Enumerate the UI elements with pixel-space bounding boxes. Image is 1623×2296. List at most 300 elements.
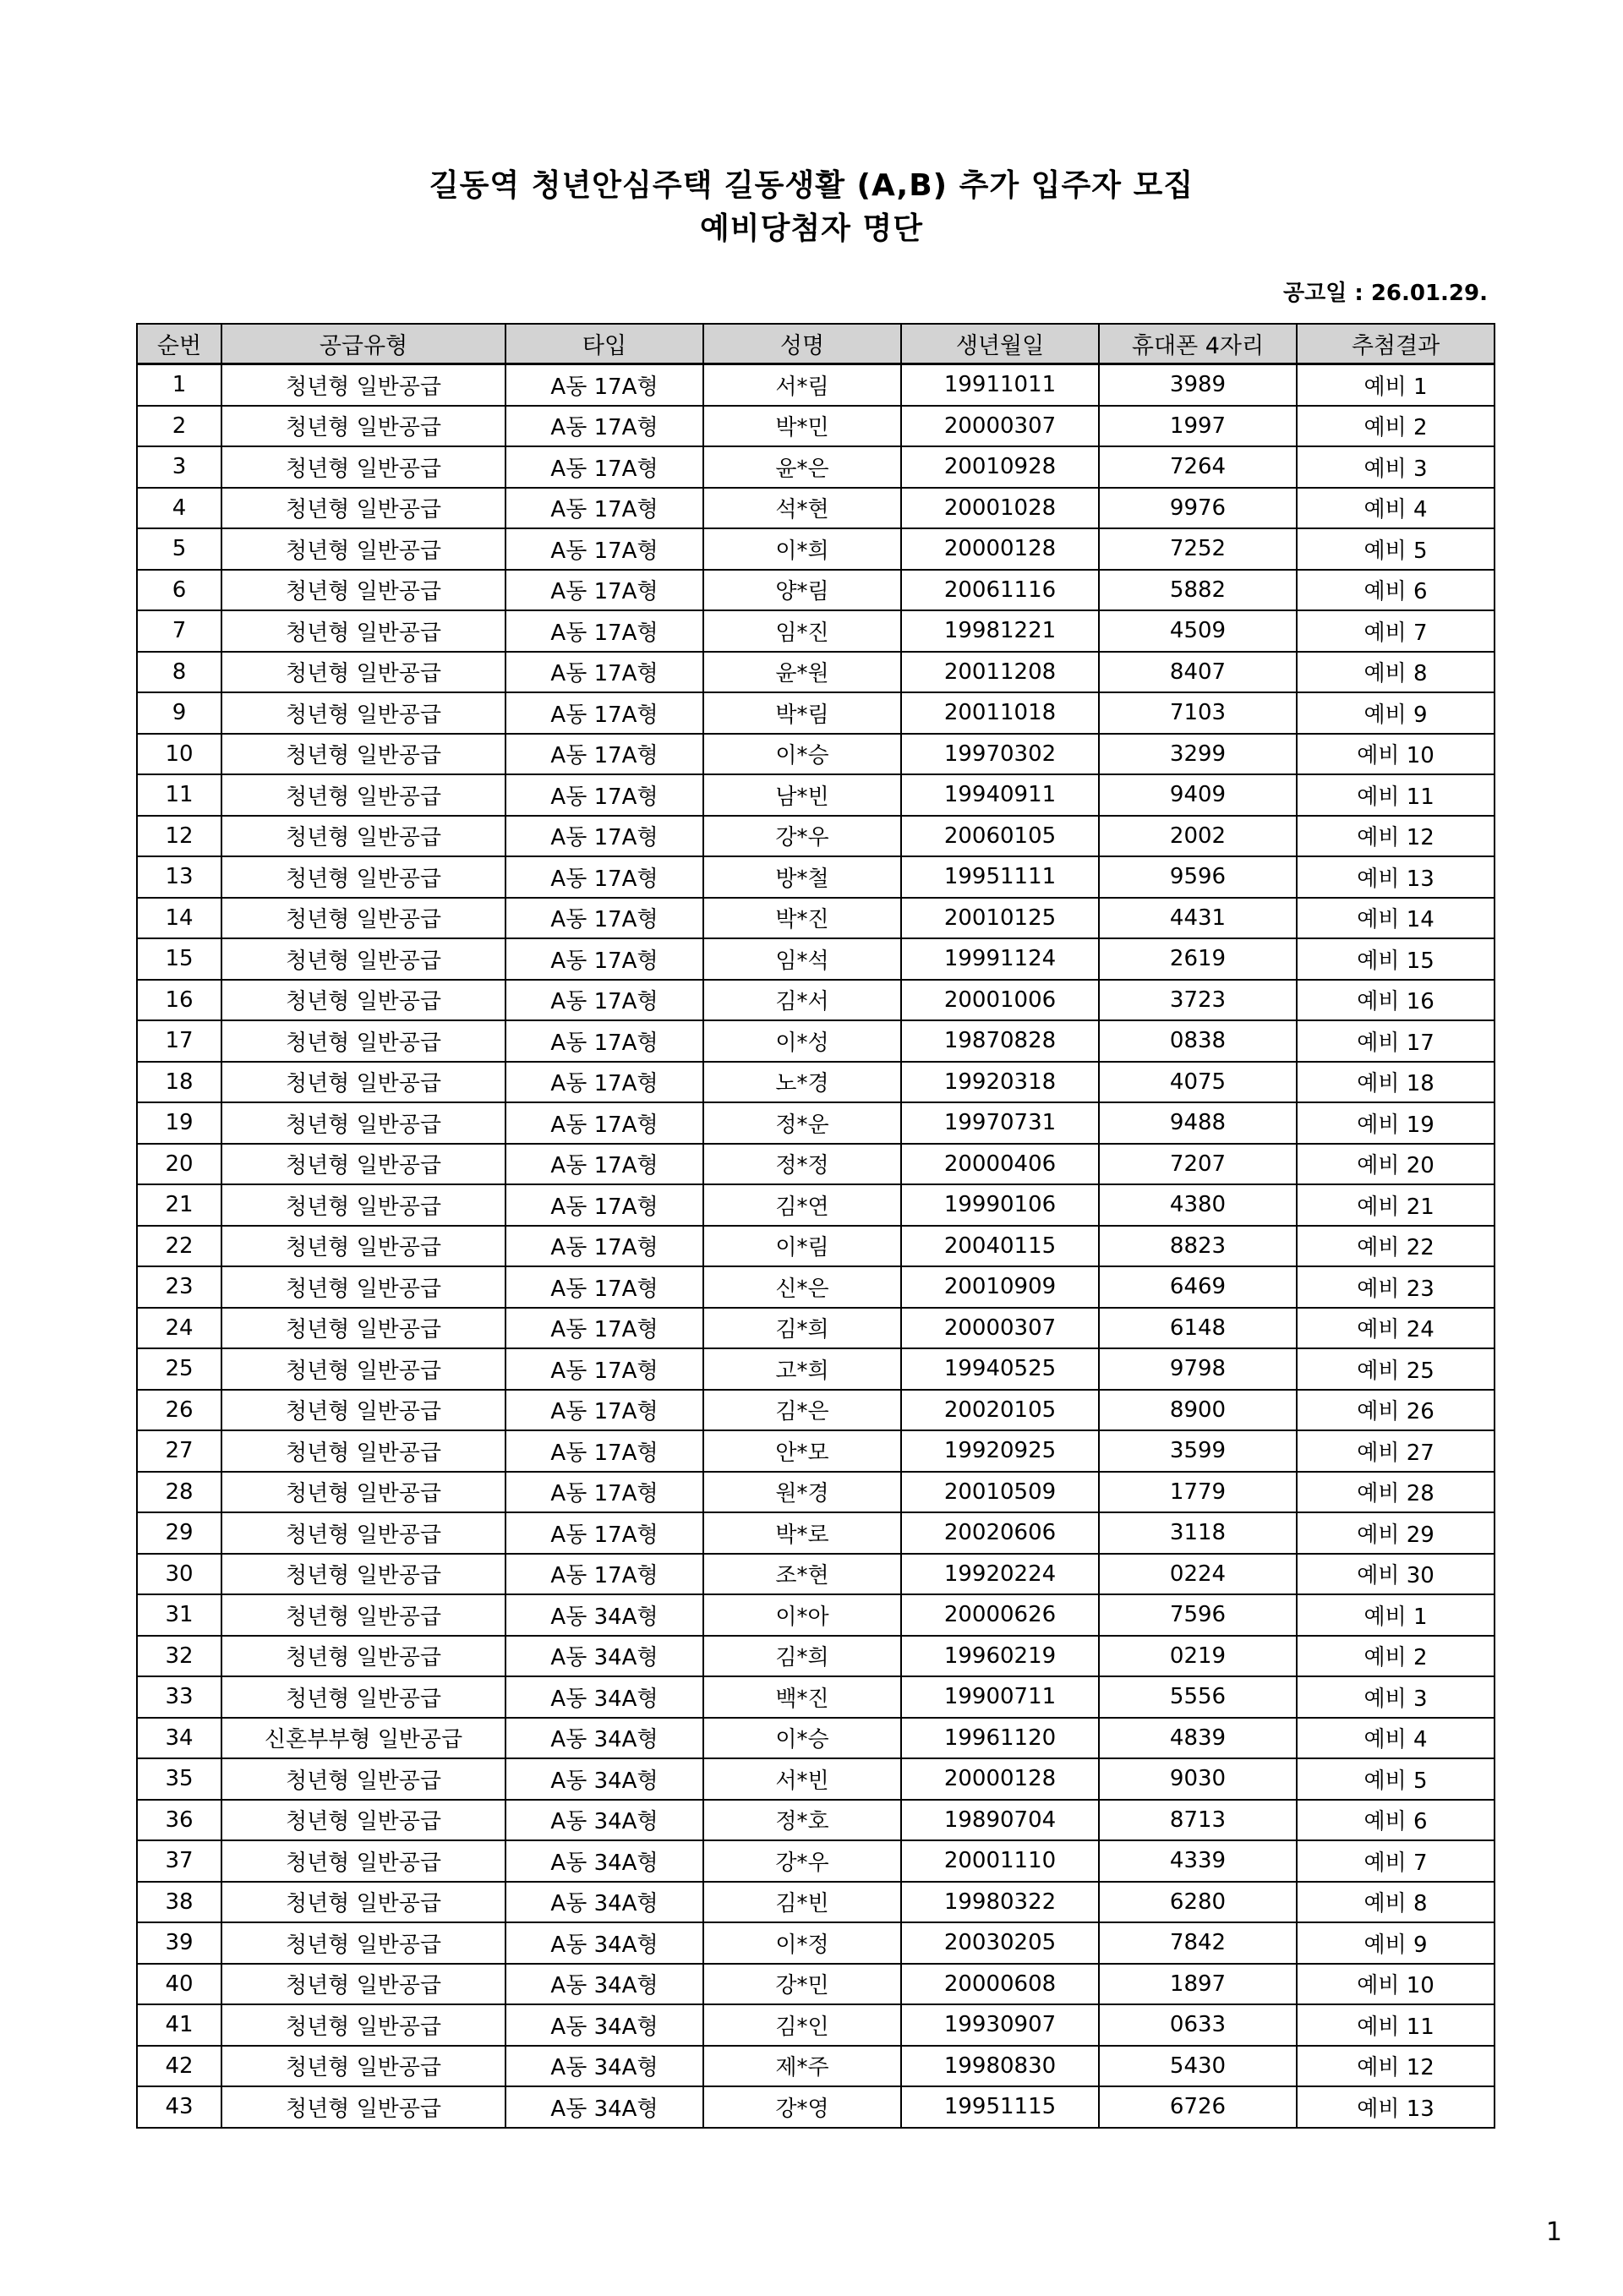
cell-seq: 26 [137, 1390, 221, 1431]
cell-draw-result: 예비 9 [1297, 692, 1495, 734]
cell-unit-type: A동 17A형 [505, 610, 703, 652]
column-header: 생년월일 [901, 324, 1099, 364]
cell-supply-type: 청년형 일반공급 [221, 816, 505, 857]
cell-draw-result: 예비 2 [1297, 406, 1495, 447]
cell-name: 석*현 [703, 488, 901, 529]
cell-name: 김*희 [703, 1636, 901, 1677]
cell-name: 윤*원 [703, 652, 901, 693]
cell-phone-last4: 7842 [1099, 1922, 1297, 1964]
table-row [137, 1266, 1495, 1308]
cell-phone-last4: 7103 [1099, 692, 1297, 734]
cell-unit-type: A동 17A형 [505, 652, 703, 693]
cell-birthdate: 19870828 [901, 1020, 1099, 1062]
cell-supply-type: 청년형 일반공급 [221, 692, 505, 734]
cell-supply-type: 청년형 일반공급 [221, 1390, 505, 1431]
cell-birthdate: 19920925 [901, 1430, 1099, 1472]
cell-phone-last4: 0224 [1099, 1554, 1297, 1595]
cell-unit-type: A동 17A형 [505, 406, 703, 447]
cell-phone-last4: 8900 [1099, 1390, 1297, 1431]
cell-birthdate: 20001110 [901, 1840, 1099, 1882]
cell-name: 박*민 [703, 406, 901, 447]
cell-phone-last4: 2619 [1099, 938, 1297, 980]
table-row [137, 938, 1495, 980]
cell-unit-type: A동 34A형 [505, 2004, 703, 2046]
cell-birthdate: 19920318 [901, 1062, 1099, 1103]
cell-birthdate: 19960219 [901, 1636, 1099, 1677]
document-subtitle: 예비당첨자 명단 [700, 211, 923, 246]
cell-name: 조*현 [703, 1554, 901, 1595]
cell-draw-result: 예비 18 [1297, 1062, 1495, 1103]
cell-draw-result: 예비 8 [1297, 652, 1495, 693]
cell-seq: 6 [137, 570, 221, 611]
cell-name: 김*빈 [703, 1882, 901, 1923]
cell-seq: 2 [137, 406, 221, 447]
cell-seq: 34 [137, 1718, 221, 1759]
cell-name: 이*림 [703, 1226, 901, 1267]
cell-unit-type: A동 17A형 [505, 816, 703, 857]
cell-unit-type: A동 34A형 [505, 1922, 703, 1964]
cell-supply-type: 청년형 일반공급 [221, 570, 505, 611]
cell-draw-result: 예비 9 [1297, 1922, 1495, 1964]
page-number: 1 [1545, 2217, 1562, 2247]
cell-draw-result: 예비 28 [1297, 1472, 1495, 1513]
cell-phone-last4: 9596 [1099, 856, 1297, 898]
cell-name: 이*승 [703, 1718, 901, 1759]
cell-seq: 8 [137, 652, 221, 693]
cell-draw-result: 예비 4 [1297, 1718, 1495, 1759]
cell-supply-type: 청년형 일반공급 [221, 734, 505, 775]
cell-unit-type: A동 17A형 [505, 898, 703, 939]
cell-name: 김*희 [703, 1308, 901, 1349]
cell-name: 노*경 [703, 1062, 901, 1103]
cell-birthdate: 20030205 [901, 1922, 1099, 1964]
cell-birthdate: 19961120 [901, 1718, 1099, 1759]
cell-unit-type: A동 34A형 [505, 1840, 703, 1882]
cell-supply-type: 청년형 일반공급 [221, 980, 505, 1021]
table-row [137, 856, 1495, 898]
cell-phone-last4: 9798 [1099, 1348, 1297, 1390]
cell-unit-type: A동 17A형 [505, 1062, 703, 1103]
cell-birthdate: 20001006 [901, 980, 1099, 1021]
cell-phone-last4: 9409 [1099, 774, 1297, 816]
cell-draw-result: 예비 1 [1297, 1594, 1495, 1636]
cell-unit-type: A동 17A형 [505, 1348, 703, 1390]
cell-supply-type: 청년형 일반공급 [221, 2086, 505, 2128]
cell-seq: 25 [137, 1348, 221, 1390]
cell-supply-type: 청년형 일반공급 [221, 898, 505, 939]
cell-supply-type: 청년형 일반공급 [221, 1020, 505, 1062]
cell-birthdate: 19980830 [901, 2046, 1099, 2087]
cell-birthdate: 20010125 [901, 898, 1099, 939]
cell-seq: 3 [137, 446, 221, 488]
cell-seq: 36 [137, 1800, 221, 1841]
cell-seq: 18 [137, 1062, 221, 1103]
cell-phone-last4: 6469 [1099, 1266, 1297, 1308]
cell-seq: 17 [137, 1020, 221, 1062]
cell-seq: 37 [137, 1840, 221, 1882]
cell-phone-last4: 1997 [1099, 406, 1297, 447]
cell-draw-result: 예비 10 [1297, 1964, 1495, 2005]
cell-phone-last4: 9488 [1099, 1102, 1297, 1144]
cell-seq: 28 [137, 1472, 221, 1513]
table-row [137, 528, 1495, 570]
cell-seq: 33 [137, 1676, 221, 1718]
cell-unit-type: A동 17A형 [505, 1554, 703, 1595]
cell-draw-result: 예비 1 [1297, 364, 1495, 406]
cell-birthdate: 20010509 [901, 1472, 1099, 1513]
cell-name: 박*진 [703, 898, 901, 939]
cell-draw-result: 예비 17 [1297, 1020, 1495, 1062]
cell-supply-type: 청년형 일반공급 [221, 406, 505, 447]
cell-unit-type: A동 17A형 [505, 1266, 703, 1308]
cell-unit-type: A동 34A형 [505, 1800, 703, 1841]
cell-unit-type: A동 17A형 [505, 1512, 703, 1554]
cell-supply-type: 청년형 일반공급 [221, 1758, 505, 1800]
cell-supply-type: 청년형 일반공급 [221, 2046, 505, 2087]
cell-phone-last4: 7596 [1099, 1594, 1297, 1636]
cell-seq: 24 [137, 1308, 221, 1349]
cell-seq: 12 [137, 816, 221, 857]
cell-name: 이*승 [703, 734, 901, 775]
cell-supply-type: 청년형 일반공급 [221, 652, 505, 693]
cell-draw-result: 예비 7 [1297, 1840, 1495, 1882]
reserve-winners-table [136, 323, 1495, 2129]
cell-supply-type: 청년형 일반공급 [221, 1882, 505, 1923]
cell-draw-result: 예비 6 [1297, 1800, 1495, 1841]
cell-name: 임*석 [703, 938, 901, 980]
cell-birthdate: 19930907 [901, 2004, 1099, 2046]
cell-unit-type: A동 17A형 [505, 446, 703, 488]
cell-seq: 22 [137, 1226, 221, 1267]
cell-birthdate: 20000307 [901, 1308, 1099, 1349]
cell-seq: 21 [137, 1184, 221, 1226]
cell-name: 강*민 [703, 1964, 901, 2005]
cell-name: 김*서 [703, 980, 901, 1021]
cell-phone-last4: 4339 [1099, 1840, 1297, 1882]
cell-phone-last4: 6148 [1099, 1308, 1297, 1349]
cell-seq: 42 [137, 2046, 221, 2087]
cell-phone-last4: 9976 [1099, 488, 1297, 529]
table-row [137, 1144, 1495, 1185]
cell-name: 서*림 [703, 364, 901, 406]
table-row [137, 980, 1495, 1021]
cell-supply-type: 청년형 일반공급 [221, 1102, 505, 1144]
cell-unit-type: A동 17A형 [505, 1430, 703, 1472]
table-row [137, 446, 1495, 488]
cell-draw-result: 예비 14 [1297, 898, 1495, 939]
cell-supply-type: 청년형 일반공급 [221, 1800, 505, 1841]
cell-draw-result: 예비 19 [1297, 1102, 1495, 1144]
cell-seq: 27 [137, 1430, 221, 1472]
document-title: 길동역 청년안심주택 길동생활 (A,B) 추가 입주자 모집 [429, 168, 1194, 203]
cell-supply-type: 청년형 일반공급 [221, 1554, 505, 1595]
cell-supply-type: 청년형 일반공급 [221, 1472, 505, 1513]
cell-name: 이*정 [703, 1922, 901, 1964]
cell-unit-type: A동 34A형 [505, 1718, 703, 1759]
cell-supply-type: 청년형 일반공급 [221, 528, 505, 570]
cell-birthdate: 20000608 [901, 1964, 1099, 2005]
cell-seq: 35 [137, 1758, 221, 1800]
cell-name: 김*은 [703, 1390, 901, 1431]
cell-birthdate: 20010928 [901, 446, 1099, 488]
cell-phone-last4: 7264 [1099, 446, 1297, 488]
cell-birthdate: 20020105 [901, 1390, 1099, 1431]
table-row [137, 1718, 1495, 1759]
cell-unit-type: A동 34A형 [505, 1676, 703, 1718]
cell-name: 윤*은 [703, 446, 901, 488]
cell-birthdate: 19911011 [901, 364, 1099, 406]
cell-name: 서*빈 [703, 1758, 901, 1800]
cell-unit-type: A동 34A형 [505, 1964, 703, 2005]
cell-birthdate: 20000128 [901, 1758, 1099, 1800]
cell-unit-type: A동 17A형 [505, 734, 703, 775]
cell-birthdate: 20061116 [901, 570, 1099, 611]
cell-birthdate: 20000307 [901, 406, 1099, 447]
cell-draw-result: 예비 5 [1297, 1758, 1495, 1800]
cell-phone-last4: 8713 [1099, 1800, 1297, 1841]
cell-unit-type: A동 17A형 [505, 1308, 703, 1349]
table-row [137, 406, 1495, 447]
cell-unit-type: A동 17A형 [505, 774, 703, 816]
table-row [137, 1964, 1495, 2005]
table-row [137, 488, 1495, 529]
cell-draw-result: 예비 2 [1297, 1636, 1495, 1677]
cell-unit-type: A동 17A형 [505, 1184, 703, 1226]
table-row [137, 652, 1495, 693]
cell-phone-last4: 0838 [1099, 1020, 1297, 1062]
cell-seq: 1 [137, 364, 221, 406]
cell-name: 양*림 [703, 570, 901, 611]
cell-seq: 11 [137, 774, 221, 816]
table-row [137, 1758, 1495, 1800]
cell-phone-last4: 4431 [1099, 898, 1297, 939]
cell-birthdate: 20060105 [901, 816, 1099, 857]
cell-phone-last4: 3599 [1099, 1430, 1297, 1472]
cell-birthdate: 20001028 [901, 488, 1099, 529]
cell-supply-type: 청년형 일반공급 [221, 1430, 505, 1472]
cell-draw-result: 예비 11 [1297, 2004, 1495, 2046]
cell-draw-result: 예비 13 [1297, 856, 1495, 898]
cell-name: 방*철 [703, 856, 901, 898]
cell-unit-type: A동 17A형 [505, 856, 703, 898]
cell-phone-last4: 5556 [1099, 1676, 1297, 1718]
cell-seq: 15 [137, 938, 221, 980]
cell-name: 강*영 [703, 2086, 901, 2128]
cell-phone-last4: 5430 [1099, 2046, 1297, 2087]
cell-phone-last4: 8823 [1099, 1226, 1297, 1267]
cell-seq: 31 [137, 1594, 221, 1636]
cell-birthdate: 20000128 [901, 528, 1099, 570]
cell-birthdate: 19900711 [901, 1676, 1099, 1718]
cell-supply-type: 청년형 일반공급 [221, 1266, 505, 1308]
cell-birthdate: 20000406 [901, 1144, 1099, 1185]
cell-birthdate: 19890704 [901, 1800, 1099, 1841]
table-row [137, 1390, 1495, 1431]
table-row [137, 1430, 1495, 1472]
cell-birthdate: 20000626 [901, 1594, 1099, 1636]
cell-phone-last4: 4380 [1099, 1184, 1297, 1226]
cell-birthdate: 20040115 [901, 1226, 1099, 1267]
cell-unit-type: A동 17A형 [505, 364, 703, 406]
cell-supply-type: 청년형 일반공급 [221, 610, 505, 652]
cell-seq: 20 [137, 1144, 221, 1185]
table-row [137, 692, 1495, 734]
cell-unit-type: A동 17A형 [505, 488, 703, 529]
table-row [137, 1062, 1495, 1103]
cell-phone-last4: 9030 [1099, 1758, 1297, 1800]
cell-seq: 19 [137, 1102, 221, 1144]
cell-unit-type: A동 34A형 [505, 2086, 703, 2128]
cell-supply-type: 청년형 일반공급 [221, 1226, 505, 1267]
cell-birthdate: 20020606 [901, 1512, 1099, 1554]
cell-supply-type: 청년형 일반공급 [221, 1964, 505, 2005]
cell-name: 이*아 [703, 1594, 901, 1636]
cell-draw-result: 예비 16 [1297, 980, 1495, 1021]
cell-birthdate: 19920224 [901, 1554, 1099, 1595]
table-row [137, 1308, 1495, 1349]
cell-birthdate: 20010909 [901, 1266, 1099, 1308]
cell-name: 강*우 [703, 816, 901, 857]
cell-supply-type: 청년형 일반공급 [221, 1676, 505, 1718]
cell-seq: 14 [137, 898, 221, 939]
table-row [137, 898, 1495, 939]
cell-phone-last4: 2002 [1099, 816, 1297, 857]
column-header: 공급유형 [221, 324, 505, 364]
cell-draw-result: 예비 29 [1297, 1512, 1495, 1554]
cell-unit-type: A동 17A형 [505, 980, 703, 1021]
cell-supply-type: 청년형 일반공급 [221, 1308, 505, 1349]
cell-unit-type: A동 34A형 [505, 1758, 703, 1800]
cell-seq: 38 [137, 1882, 221, 1923]
cell-seq: 4 [137, 488, 221, 529]
cell-unit-type: A동 17A형 [505, 1226, 703, 1267]
cell-seq: 10 [137, 734, 221, 775]
table-row [137, 2086, 1495, 2128]
cell-phone-last4: 7207 [1099, 1144, 1297, 1185]
cell-name: 강*우 [703, 1840, 901, 1882]
cell-draw-result: 예비 5 [1297, 528, 1495, 570]
cell-draw-result: 예비 10 [1297, 734, 1495, 775]
table-row [137, 816, 1495, 857]
cell-name: 박*림 [703, 692, 901, 734]
cell-unit-type: A동 17A형 [505, 1020, 703, 1062]
table-row [137, 1020, 1495, 1062]
cell-name: 제*주 [703, 2046, 901, 2087]
cell-draw-result: 예비 4 [1297, 488, 1495, 529]
cell-name: 이*희 [703, 528, 901, 570]
cell-draw-result: 예비 30 [1297, 1554, 1495, 1595]
cell-supply-type: 청년형 일반공급 [221, 774, 505, 816]
cell-draw-result: 예비 12 [1297, 2046, 1495, 2087]
cell-supply-type: 청년형 일반공급 [221, 1144, 505, 1185]
table-row [137, 1800, 1495, 1841]
cell-phone-last4: 5882 [1099, 570, 1297, 611]
cell-phone-last4: 7252 [1099, 528, 1297, 570]
cell-unit-type: A동 34A형 [505, 1594, 703, 1636]
table-row [137, 1226, 1495, 1267]
cell-draw-result: 예비 15 [1297, 938, 1495, 980]
cell-draw-result: 예비 11 [1297, 774, 1495, 816]
table-row [137, 1636, 1495, 1677]
cell-draw-result: 예비 26 [1297, 1390, 1495, 1431]
cell-seq: 29 [137, 1512, 221, 1554]
cell-supply-type: 청년형 일반공급 [221, 938, 505, 980]
cell-seq: 41 [137, 2004, 221, 2046]
cell-unit-type: A동 17A형 [505, 570, 703, 611]
cell-draw-result: 예비 7 [1297, 610, 1495, 652]
cell-draw-result: 예비 25 [1297, 1348, 1495, 1390]
cell-phone-last4: 0633 [1099, 2004, 1297, 2046]
cell-unit-type: A동 17A형 [505, 1390, 703, 1431]
table-row [137, 1472, 1495, 1513]
cell-birthdate: 19951115 [901, 2086, 1099, 2128]
cell-seq: 32 [137, 1636, 221, 1677]
cell-phone-last4: 4509 [1099, 610, 1297, 652]
cell-seq: 40 [137, 1964, 221, 2005]
cell-phone-last4: 6280 [1099, 1882, 1297, 1923]
cell-birthdate: 19990106 [901, 1184, 1099, 1226]
cell-unit-type: A동 34A형 [505, 1636, 703, 1677]
cell-birthdate: 19980322 [901, 1882, 1099, 1923]
cell-draw-result: 예비 13 [1297, 2086, 1495, 2128]
table-row [137, 1184, 1495, 1226]
cell-seq: 7 [137, 610, 221, 652]
table-row [137, 734, 1495, 775]
cell-unit-type: A동 17A형 [505, 528, 703, 570]
cell-name: 박*로 [703, 1512, 901, 1554]
table-row [137, 610, 1495, 652]
cell-phone-last4: 4839 [1099, 1718, 1297, 1759]
cell-seq: 5 [137, 528, 221, 570]
table-row [137, 2004, 1495, 2046]
table-row [137, 1676, 1495, 1718]
cell-draw-result: 예비 22 [1297, 1226, 1495, 1267]
cell-unit-type: A동 17A형 [505, 692, 703, 734]
cell-unit-type: A동 17A형 [505, 938, 703, 980]
cell-birthdate: 19970302 [901, 734, 1099, 775]
cell-name: 신*은 [703, 1266, 901, 1308]
table-row [137, 1594, 1495, 1636]
cell-supply-type: 청년형 일반공급 [221, 1840, 505, 1882]
cell-supply-type: 청년형 일반공급 [221, 1922, 505, 1964]
table-row [137, 1554, 1495, 1595]
cell-name: 정*호 [703, 1800, 901, 1841]
cell-phone-last4: 8407 [1099, 652, 1297, 693]
table-header-row [137, 324, 1495, 364]
cell-seq: 13 [137, 856, 221, 898]
table-row [137, 1840, 1495, 1882]
cell-draw-result: 예비 8 [1297, 1882, 1495, 1923]
cell-birthdate: 19940525 [901, 1348, 1099, 1390]
table-row [137, 364, 1495, 406]
notice-date: 공고일 : 26.01.29. [1282, 281, 1488, 306]
cell-draw-result: 예비 3 [1297, 1676, 1495, 1718]
table-row [137, 2046, 1495, 2087]
cell-phone-last4: 6726 [1099, 2086, 1297, 2128]
cell-unit-type: A동 17A형 [505, 1144, 703, 1185]
cell-draw-result: 예비 23 [1297, 1266, 1495, 1308]
cell-draw-result: 예비 3 [1297, 446, 1495, 488]
cell-supply-type: 청년형 일반공급 [221, 1594, 505, 1636]
cell-birthdate: 19940911 [901, 774, 1099, 816]
cell-birthdate: 19970731 [901, 1102, 1099, 1144]
cell-draw-result: 예비 24 [1297, 1308, 1495, 1349]
cell-supply-type: 청년형 일반공급 [221, 856, 505, 898]
cell-supply-type: 청년형 일반공급 [221, 446, 505, 488]
cell-draw-result: 예비 6 [1297, 570, 1495, 611]
cell-draw-result: 예비 21 [1297, 1184, 1495, 1226]
column-header: 휴대폰 4자리 [1099, 324, 1297, 364]
